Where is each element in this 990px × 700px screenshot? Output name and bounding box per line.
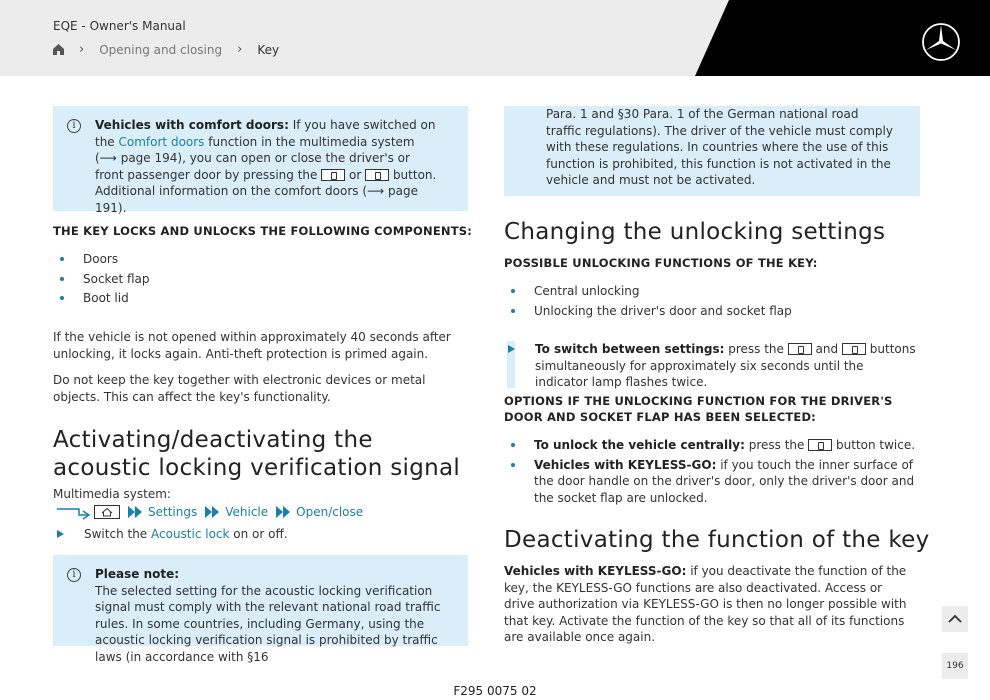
note-continued-text: Para. 1 and §30 Para. 1 of the German national road traffic regulations). The driver of the vehicle must comply with these regulations. In countries where the use of this function is prohibited, this function is not activated in the vehicle and must not be activated. <box>546 107 893 187</box>
page-header <box>0 0 990 76</box>
options-heading: OPTIONS IF THE UNLOCKING FUNCTION FOR THE DRIVER'S DOOR AND SOCKET FLAP HAS BEEN SELECTED: <box>504 394 893 424</box>
double-chevron-icon <box>128 506 144 518</box>
unlock-button-icon <box>808 439 832 451</box>
chevron-right-icon: › <box>79 42 85 57</box>
acoustic-lock-link[interactable]: Acoustic lock <box>151 527 230 541</box>
switch-settings-step: To switch between settings: press the and buttons simultaneously for approximately six seconds until the indicator lamp flashes twice. <box>504 341 916 391</box>
info-icon: i <box>67 568 81 582</box>
mercedes-star-logo <box>921 22 961 62</box>
components-heading: THE KEY LOCKS AND UNLOCKS THE FOLLOWING COMPONENTS: <box>53 224 473 238</box>
comfort-doors-info-box <box>53 106 468 215</box>
options-list <box>504 437 920 509</box>
page-number-badge: 196 <box>942 653 968 679</box>
scroll-top-button[interactable] <box>942 606 968 632</box>
components-list <box>53 251 453 310</box>
deactivate-paragraph: Vehicles with KEYLESS-GO: if you deactivate the function of the key, the KEYLESS-GO functions are also deactivated. Access or drive authorization via KEYLESS-GO is then no longer possible with that key. Activate the function of the key so that all of its functions are available once again. <box>504 564 907 644</box>
menu-path <box>57 505 363 519</box>
list-item: Boot lid <box>53 290 453 307</box>
unlock-button-icon <box>842 343 866 355</box>
lock-button-icon <box>788 343 812 355</box>
manual-title: EQE - Owner's Manual <box>53 19 186 33</box>
menu-open-close[interactable]: Open/close <box>296 505 364 519</box>
menu-settings[interactable]: Settings <box>148 505 198 519</box>
path-arrow-icon <box>57 505 89 519</box>
list-item: Central unlocking <box>504 283 914 300</box>
list-item: Socket flap <box>53 271 453 288</box>
lock-button-icon <box>321 169 345 181</box>
list-item: Vehicles with KEYLESS-GO: if you touch the inner surface of the door handle on the driver's door, only the driver's door and the socket flap are unlocked. <box>504 457 920 507</box>
possible-functions-list <box>504 283 914 322</box>
comfort-doors-text: Vehicles with comfort doors: If you have switched on the Comfort doors function in the multimedia system (⟶ page 194), you can open or close the driver's or front passenger door by pressing the or button. Additional information on the comfort doors (⟶ page 191). <box>95 118 437 215</box>
please-note-box <box>53 555 468 664</box>
breadcrumb-opening-closing[interactable]: Opening and closing <box>99 42 223 57</box>
list-item: Unlocking the driver's door and socket flap <box>504 303 914 320</box>
double-chevron-icon <box>276 506 292 518</box>
acoustic-lock-step: Switch the Acoustic lock on or off. <box>53 526 288 543</box>
chevron-right-icon: › <box>237 42 243 57</box>
deactivating-title: Deactivating the function of the key <box>504 527 930 553</box>
comfort-doors-link[interactable]: Comfort doors <box>118 134 205 149</box>
chevron-up-icon <box>942 606 968 632</box>
relock-paragraph: If the vehicle is not opened within approximately 40 seconds after unlocking, it locks again. Anti-theft protection is primed again. <box>53 330 451 361</box>
breadcrumb <box>53 42 279 57</box>
list-item: To unlock the vehicle centrally: press the button twice. <box>504 437 920 454</box>
home-icon[interactable] <box>53 44 64 55</box>
home-button-icon[interactable] <box>94 505 120 519</box>
please-note-text: Please note: The selected setting for the acoustic locking verification signal must comply with the relevant national road traffic rules. In some countries, including Germany, using the acoustic locking verification signal is prohibited by traffic laws (in accordance with §16 <box>95 567 441 664</box>
multimedia-label: Multimedia system: <box>53 487 171 501</box>
unlocking-settings-title: Changing the unlocking settings <box>504 219 886 245</box>
electronic-devices-paragraph: Do not keep the key together with electronic devices or metal objects. This can affect the key's functionality. <box>53 373 426 404</box>
unlock-button-icon <box>365 169 389 181</box>
list-item: Doors <box>53 251 453 268</box>
breadcrumb-key: Key <box>257 42 280 57</box>
acoustic-section-title: Activating/deactivating the acoustic locking verification signal <box>53 427 461 481</box>
figure-code: F295 0075 02 <box>453 684 537 698</box>
menu-vehicle[interactable]: Vehicle <box>225 505 269 519</box>
please-note-box-continued <box>504 106 920 196</box>
double-chevron-icon <box>205 506 221 518</box>
info-icon: i <box>67 119 81 133</box>
possible-functions-heading: POSSIBLE UNLOCKING FUNCTIONS OF THE KEY: <box>504 256 818 270</box>
